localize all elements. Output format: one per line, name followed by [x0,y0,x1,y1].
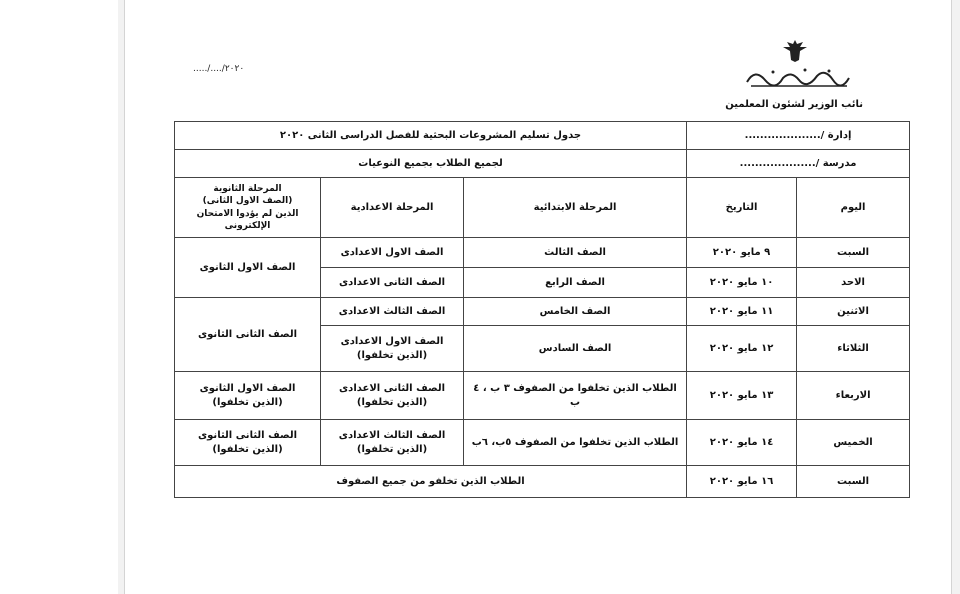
table-title: جدول تسليم المشروعات البحثية للفصل الدراسى الثانى ٢٠٢٠ [175,122,687,150]
row-prep [321,326,464,372]
row-merged: الطلاب الذين تخلفو من جميع الصفوف [175,466,687,498]
row-day: الاحد [797,268,910,298]
col-header-prep: المرحلة الاعدادية [321,178,464,238]
row-primary: الصف الثالث [464,238,687,268]
row-prep-line2: (الذين تخلفوا) [356,349,428,361]
row-secondary-line1: الصف الاول الثانوى [199,383,296,394]
row-primary: الطلاب الذين تخلفوا من الصفوف ٣ ب ، ٤ ب [464,372,687,420]
ministry-logo [743,62,853,90]
row-date: ١٤ مايو ٢٠٢٠ [687,420,797,466]
row-primary: الصف السادس [464,326,687,372]
row-prep-line1: الصف الاول الاعدادى [340,336,444,347]
madrasa-field: مدرسة /.................... [687,150,910,178]
row-day: الاثنين [797,298,910,326]
left-margin [0,0,118,594]
row-date: ١١ مايو ٢٠٢٠ [687,298,797,326]
schedule-table [174,121,910,498]
row-secondary [175,372,321,420]
row-date: ١٣ مايو ٢٠٢٠ [687,372,797,420]
row-prep-line1: الصف الثالث الاعدادى [338,430,446,441]
document-page [124,0,952,594]
row-day: الخميس [797,420,910,466]
date-line: ٢٠٢٠/..../..... [193,64,245,74]
row-prep: الصف الثالث الاعدادى [321,298,464,326]
row-prep-line1: الصف الثانى الاعدادى [339,383,446,394]
row-primary: الصف الخامس [464,298,687,326]
row-prep-line2: (الذين تخلفوا) [356,443,428,455]
row-date: ١٠ مايو ٢٠٢٠ [687,268,797,298]
col-header-primary: المرحلة الابتدائية [464,178,687,238]
col-header-secondary-line1: المرحلة الثانوية [213,184,282,195]
row-day: السبت [797,466,910,498]
row-prep: الصف الثانى الاعدادى [321,268,464,298]
eagle-crest-icon [781,38,809,64]
col-header-secondary-line2: (الصف الاول الثانى) [202,196,293,207]
row-primary: الصف الرابع [464,268,687,298]
row-secondary-line2: (الذين تخلفوا) [212,396,283,408]
row-prep: الصف الاول الاعدادى [321,238,464,268]
row-prep-line2: (الذين تخلفوا) [356,396,428,408]
row-secondary-line2: (الذين تخلفوا) [212,443,283,455]
col-header-secondary [175,178,321,238]
col-header-secondary-line3: الذين لم يؤدوا الامتحان الإلكترونى [196,208,299,231]
row-primary: الطلاب الذين تخلفوا من الصفوف ٥ب، ٦ب [464,420,687,466]
row-day: الاربعاء [797,372,910,420]
row-secondary [175,420,321,466]
row-date: ١٦ مايو ٢٠٢٠ [687,466,797,498]
col-header-day: اليوم [797,178,910,238]
row-day: الثلاثاء [797,326,910,372]
row-prep [321,420,464,466]
deputy-title: نائب الوزير لشئون المعلمين [725,99,863,110]
row-secondary-line1: الصف الثانى الثانوى [198,430,298,441]
table-subtitle: لجميع الطلاب بجميع النوعيات [175,150,687,178]
row-date: ١٢ مايو ٢٠٢٠ [687,326,797,372]
row-secondary: الصف الاول الثانوى [175,238,321,298]
row-date: ٩ مايو ٢٠٢٠ [687,238,797,268]
row-secondary: الصف الثانى الثانوى [175,298,321,372]
row-prep [321,372,464,420]
idara-field: إدارة /.................... [687,122,910,150]
col-header-date: التاريخ [687,178,797,238]
row-day: السبت [797,238,910,268]
